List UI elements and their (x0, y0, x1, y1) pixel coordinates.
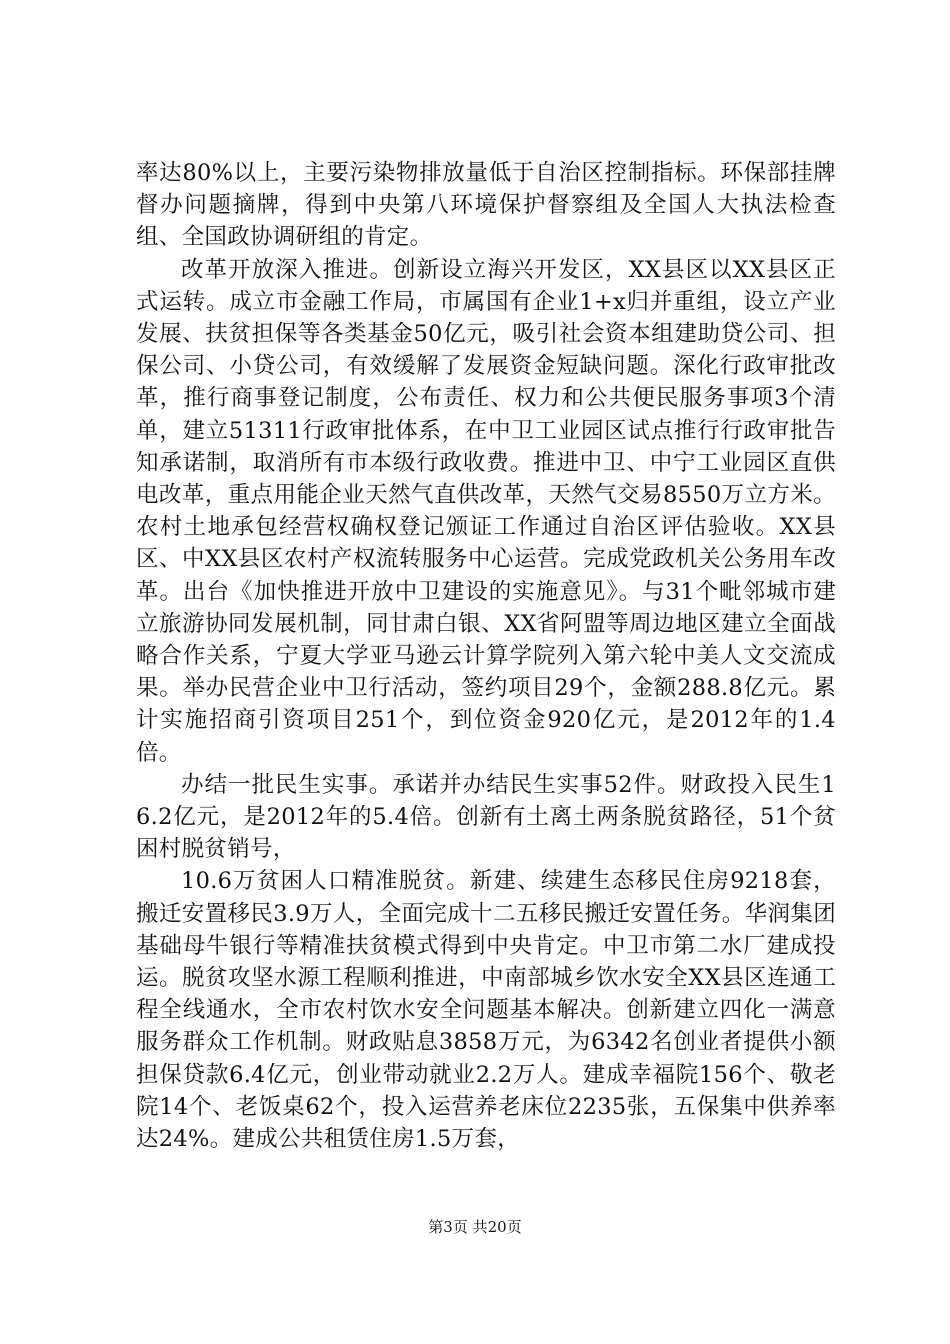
paragraph-poverty: 10.6万贫困人口精准脱贫。新建、续建生态移民住房9218套，搬迁安置移民3.9万人，全面完成十二五移民搬迁安置任务。华润集团基础母牛银行等精准扶贫模式得到中央肯定。中卫市第二水厂建成投运。脱贫攻坚水源工程顺利推进，中南部城乡饮水安全XX县区连通工程全线通水，全市农村饮水安全问题基本解决。创新建立四化一满意服务群众工作机制。财政贴息3858万元，为6342名创业者提供小额担保贷款6.4亿元，创业带动就业2.2万人。建成幸福院156个、敬老院14个、老饭桌62个，投入运营养老床位2235张，五保集中供养率达24%。建成公共租赁住房1.5万套， (136, 868, 836, 1153)
document-body (136, 157, 836, 1155)
paragraph-livelihood: 办结一批民生实事。承诺并办结民生实事52件。财政投入民生16.2亿元，是2012年的5.4倍。创新有土离土两条脱贫路径，51个贫困村脱贫销号， (136, 771, 836, 863)
paragraph-reform: 改革开放深入推进。创新设立海兴开发区，XX县区以XX县区正式运转。成立市金融工作局，市属国有企业1+x归并重组，设立产业发展、扶贫担保等各类基金50亿元，吸引社会资本组建助贷公司、担保公司、小贷公司，有效缓解了发展资金短缺问题。深化行政审批改革，推行商事登记制度，公布责任、权力和公共便民服务事项3个清单，建立51311行政审批体系，在中卫工业园区试点推行行政审批告知承诺制，取消所有市本级行政收费。推进中卫、中宁工业园区直供电改革，重点用能企业天然气直供改革，天然气交易8550万立方米。农村土地承包经营权确权登记颁证工作通过自治区评估验收。XX县区、中XX县区农村产权流转服务中心运营。完成党政机关公务用车改革。出台《加快推进开放中卫建设的实施意见》。与31个毗邻城市建立旅游协同发展机制，同甘肃白银、XX省阿盟等周边地区建立全面战略合作关系，宁夏大学亚马逊云计算学院列入第六轮中美人文交流成果。举办民营企业中卫行活动，签约项目29个，金额288.8亿元。累计实施招商引资项目251个，到位资金920亿元，是2012年的1.4倍。 (136, 256, 836, 766)
page-number-footer: 第3页 共20页 (428, 1218, 522, 1236)
paragraph-environment: 率达80%以上，主要污染物排放量低于自治区控制指标。环保部挂牌督办问题摘牌，得到中央第八环境保护督察组及全国人大执法检查组、全国政协调研组的肯定。 (136, 160, 836, 251)
